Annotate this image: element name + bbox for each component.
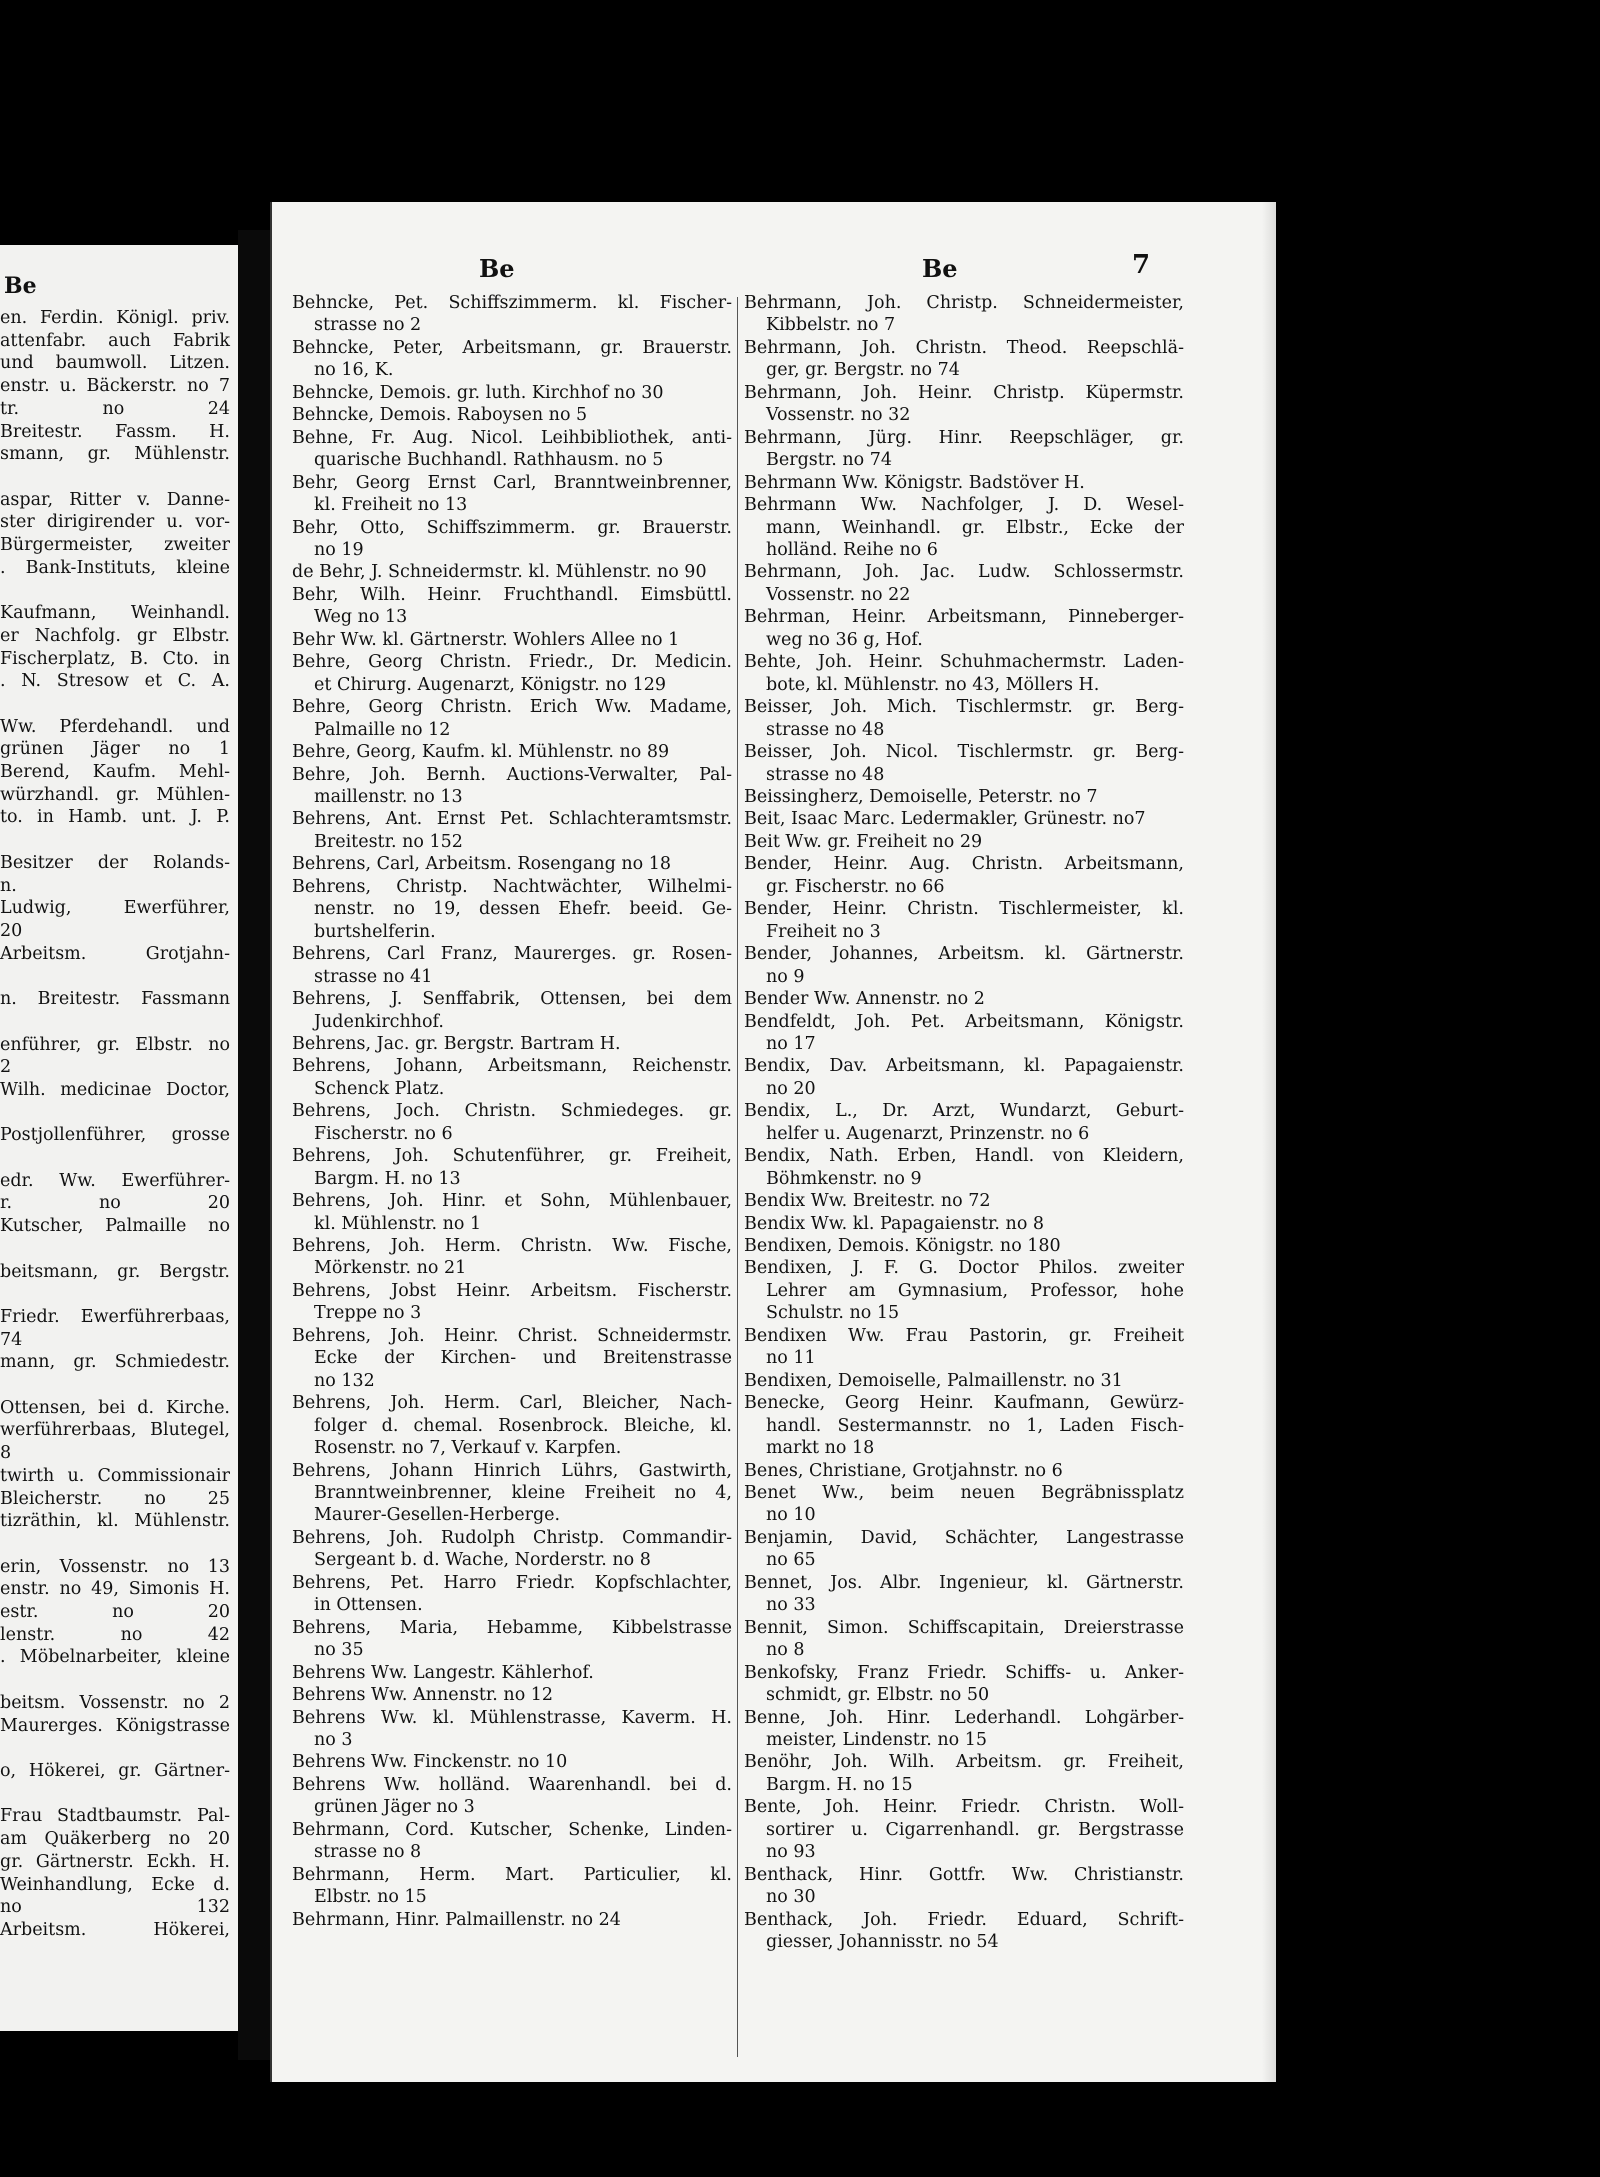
left-page-line: erin, Vossenstr. no 13	[0, 1556, 230, 1577]
entry-continuation-line: Bargm. H. no 13	[314, 1168, 461, 1189]
left-page-line	[0, 829, 241, 852]
entry-first-line: Bender, Heinr. Aug. Christn. Arbeitsmann,	[744, 854, 1184, 875]
entry-continuation-line: Ecke der Kirchen- und Breitenstrasse	[314, 1348, 732, 1369]
page-header	[272, 250, 1276, 284]
entry-continuation-line: no 16, K.	[314, 360, 394, 381]
left-page-line: twirth u. Commissionair	[0, 1465, 230, 1486]
entry-continuation-line: no 93	[766, 1842, 816, 1863]
left-page-line: . Möbelnarbeiter, kleine	[0, 1647, 230, 1668]
entry-continuation-line: Branntweinbrenner, kleine Freiheit no 4,	[314, 1483, 732, 1504]
directory-column-right	[744, 292, 1184, 1954]
left-page-line: Bleicherstr. no 25	[0, 1488, 230, 1509]
entry-first-line: Benkofsky, Franz Friedr. Schiffs- u. Anker-	[744, 1662, 1184, 1683]
left-page-line	[0, 1374, 241, 1397]
left-page-line: Frau Stadtbaumstr. Pal-	[0, 1806, 230, 1827]
left-page-line: no 132	[0, 1897, 230, 1918]
left-page-line: enstr. u. Bäckerstr. no 7	[0, 376, 230, 397]
entry-continuation-line: strasse no 48	[766, 719, 885, 740]
entry-continuation-line: Treppe no 3	[314, 1303, 422, 1324]
page-number: 7	[1132, 250, 1151, 280]
left-page-line	[0, 1737, 241, 1760]
entry-continuation-line: Maurer-Gesellen-Herberge.	[314, 1505, 561, 1526]
left-page-line: 20	[0, 920, 23, 941]
entry-continuation-line: Elbstr. no 15	[314, 1887, 427, 1908]
entry-first-line: Behrmann, Cord. Kutscher, Schenke, Linden-	[292, 1819, 732, 1840]
left-page-line: Besitzer der Rolands-	[0, 852, 230, 873]
entry-continuation-line: gr. Fischerstr. no 66	[766, 876, 945, 897]
left-page-line: ster dirigirender u. vor-	[0, 512, 230, 533]
entry-continuation-line: Lehrer am Gymnasium, Professor, hohe	[766, 1280, 1184, 1301]
left-page-line	[0, 466, 241, 489]
entry-continuation-line: Schenck Platz.	[314, 1078, 445, 1099]
entry-first-line: Behncke, Peter, Arbeitsmann, gr. Brauerstr.	[292, 337, 732, 358]
entry-continuation-line: no 10	[766, 1505, 816, 1526]
entry-continuation-line: strasse no 2	[314, 315, 422, 336]
entry-first-line: Behncke, Pet. Schiffszimmerm. kl. Fischer-	[292, 293, 732, 313]
entry-first-line: Behrens, Carl Franz, Maurerges. gr. Rosen-	[292, 944, 732, 965]
left-page-line: Fischerplatz, B. Cto. in	[0, 648, 230, 669]
entry-first-line: Behrens, Joh. Schutenführer, gr. Freiheit,	[292, 1146, 732, 1167]
left-page-line: smann, gr. Mühlenstr.	[0, 444, 230, 465]
entry-first-line: Bendix, Dav. Arbeitsmann, kl. Papagaienstr.	[744, 1056, 1184, 1077]
column-divider	[737, 297, 738, 2057]
left-page-line	[0, 1533, 241, 1556]
entry-continuation-line: strasse no 41	[314, 966, 433, 987]
entry-continuation-line: maillenstr. no 13	[314, 786, 463, 807]
entry-first-line: Beissingherz, Demoiselle, Peterstr. no 7	[744, 786, 1098, 807]
entry-continuation-line: mann, Weinhandl. gr. Elbstr., Ecke der	[766, 517, 1184, 538]
entry-continuation-line: giesser, Johannisstr. no 54	[766, 1932, 999, 1953]
entry-continuation-line: weg no 36 g, Hof.	[766, 629, 923, 650]
left-page-line	[0, 1011, 241, 1034]
entry-first-line: Beisser, Joh. Nicol. Tischlermstr. gr. Berg-	[744, 742, 1184, 763]
entry-first-line: Beit, Isaac Marc. Ledermakler, Grünestr. no7	[744, 809, 1146, 830]
entry-first-line: Behrens Ww. holländ. Waarenhandl. bei d.	[292, 1774, 732, 1795]
left-page-line: Kutscher, Palmaille no	[0, 1216, 230, 1237]
entry-first-line: Behrens, Johann Hinrich Lührs, Gastwirth,	[292, 1460, 732, 1481]
left-page-line: 74	[0, 1329, 23, 1350]
left-page-line: Wilh. medicinae Doctor,	[0, 1079, 230, 1100]
entry-first-line: Behrmann Ww. Nachfolger, J. D. Wesel-	[744, 495, 1184, 516]
entry-first-line: Behncke, Demois. Raboysen no 5	[292, 405, 588, 426]
entry-first-line: Behrens, Jobst Heinr. Arbeitsm. Fischerstr.	[292, 1280, 732, 1301]
entry-first-line: Behre, Georg, Kaufm. kl. Mühlenstr. no 89	[292, 742, 670, 763]
left-page-line: beitsmann, gr. Bergstr.	[0, 1261, 230, 1282]
left-page-line	[0, 1669, 241, 1692]
entry-continuation-line: Böhmkenstr. no 9	[766, 1168, 922, 1189]
left-page-line	[0, 965, 241, 988]
entry-first-line: Behr, Otto, Schiffszimmerm. gr. Brauerstr.	[292, 517, 732, 538]
left-page-line: Postjollenführer, grosse	[0, 1125, 230, 1146]
left-page-line: o, Hökerei, gr. Gärtner-	[0, 1761, 230, 1781]
entry-continuation-line: Mörkenstr. no 21	[314, 1258, 467, 1279]
left-page-line: Arbeitsm. Grotjahn-	[0, 943, 230, 964]
left-page-line: aspar, Ritter v. Danne-	[0, 489, 230, 510]
entry-continuation-line: bote, kl. Mühlenstr. no 43, Möllers H.	[766, 674, 1100, 695]
entry-first-line: Behrens, Ant. Ernst Pet. Schlachteramtsmstr.	[292, 809, 732, 830]
entry-continuation-line: Sergeant b. d. Wache, Norderstr. no 8	[314, 1550, 651, 1571]
entry-continuation-line: no 17	[766, 1033, 816, 1054]
entry-first-line: Benne, Joh. Hinr. Lederhandl. Lohgärber-	[744, 1707, 1184, 1728]
left-page-line: . N. Stresow et C. A.	[0, 671, 230, 692]
entry-continuation-line: no 3	[314, 1730, 353, 1750]
left-page-line: am Quäkerberg no 20	[0, 1829, 230, 1850]
entry-continuation-line: grünen Jäger no 3	[314, 1797, 475, 1818]
entry-first-line: Behne, Fr. Aug. Nicol. Leihbibliothek, anti-	[292, 427, 732, 448]
entry-first-line: Benthack, Joh. Friedr. Eduard, Schrift-	[744, 1909, 1184, 1930]
left-page-line: gr. Gärtnerstr. Eckh. H.	[0, 1851, 230, 1872]
entry-first-line: Bennit, Simon. Schiffscapitain, Dreierstrasse	[744, 1617, 1184, 1638]
left-page-line: Friedr. Ewerführerbaas,	[0, 1306, 230, 1327]
entry-first-line: Benet Ww., beim neuen Begräbnissplatz	[744, 1483, 1184, 1504]
entry-first-line: Bendix Ww. kl. Papagaienstr. no 8	[744, 1213, 1045, 1234]
left-page-line: attenfabr. auch Fabrik	[0, 330, 230, 351]
entry-first-line: Behrens, Joh. Heinr. Christ. Schneidermstr.	[292, 1325, 732, 1346]
entry-first-line: Behr Ww. kl. Gärtnerstr. Wohlers Allee no 1	[292, 629, 680, 650]
entry-continuation-line: strasse no 8	[314, 1842, 422, 1863]
entry-continuation-line: Rosenstr. no 7, Verkauf v. Karpfen.	[314, 1438, 622, 1459]
entry-first-line: Bendfeldt, Joh. Pet. Arbeitsmann, Königstr.	[744, 1011, 1184, 1032]
entry-first-line: Behre, Georg Christn. Erich Ww. Madame,	[292, 697, 732, 718]
entry-continuation-line: sortirer u. Cigarrenhandl. gr. Bergstrasse	[766, 1819, 1184, 1840]
entry-first-line: Behrens, Joh. Rudolph Christp. Commandir-	[292, 1527, 732, 1548]
entry-first-line: Benjamin, David, Schächter, Langestrasse	[744, 1527, 1184, 1548]
entry-first-line: Behrens Ww. Finckenstr. no 10	[292, 1752, 568, 1773]
entry-continuation-line: Breitestr. no 152	[314, 831, 463, 852]
left-page-line: r. no 20	[0, 1193, 230, 1214]
entry-first-line: Behrens, Joh. Herm. Carl, Bleicher, Nach-	[292, 1393, 732, 1414]
entry-continuation-line: kl. Freiheit no 13	[314, 495, 468, 516]
left-page-line: n. Breitestr. Fassmann	[0, 989, 230, 1010]
entry-first-line: Behrmann, Herm. Mart. Particulier, kl.	[292, 1864, 732, 1885]
entry-continuation-line: no 35	[314, 1640, 364, 1661]
left-page-line: enstr. no 49, Simonis H.	[0, 1579, 230, 1600]
left-page-line: Bürgermeister, zweiter	[0, 535, 230, 556]
entry-first-line: Behrens, Jac. gr. Bergstr. Bartram H.	[292, 1033, 621, 1054]
entry-continuation-line: no 8	[766, 1640, 805, 1661]
entry-first-line: Behrmann, Joh. Heinr. Christp. Küpermstr.	[744, 382, 1184, 403]
left-page-line: n.	[0, 875, 17, 896]
entry-continuation-line: no 132	[314, 1370, 375, 1391]
left-page-line: beitsm. Vossenstr. no 2	[0, 1692, 230, 1713]
left-page-line: . Bank-Instituts, kleine	[0, 557, 230, 578]
entry-continuation-line: Weg no 13	[314, 607, 408, 628]
entry-first-line: Bender, Johannes, Arbeitsm. kl. Gärtnerstr.	[744, 944, 1184, 965]
left-page-line: werführerbaas, Blutegel,	[0, 1420, 230, 1441]
entry-continuation-line: folger d. chemal. Rosenbrock. Bleiche, kl.	[314, 1415, 732, 1436]
left-page	[0, 245, 241, 2031]
entry-first-line: Bender Ww. Annenstr. no 2	[744, 989, 985, 1010]
entry-first-line: Behre, Georg Christn. Friedr., Dr. Medicin.	[292, 652, 732, 673]
entry-continuation-line: no 33	[766, 1595, 816, 1616]
entry-continuation-line: no 65	[766, 1550, 816, 1571]
entry-first-line: Bente, Joh. Heinr. Friedr. Christn. Woll-	[744, 1797, 1184, 1818]
entry-first-line: Behrmann, Hinr. Palmaillenstr. no 24	[292, 1909, 621, 1930]
entry-continuation-line: nenstr. no 19, dessen Ehefr. beeid. Ge-	[314, 899, 732, 920]
entry-first-line: Behrmann, Joh. Christn. Theod. Reepschlä-	[744, 337, 1184, 358]
entry-first-line: Behrens, Joh. Herm. Christn. Ww. Fische,	[292, 1236, 732, 1257]
header-right: Be	[922, 254, 958, 283]
entry-continuation-line: strasse no 48	[766, 764, 885, 785]
entry-continuation-line: no 19	[314, 539, 364, 560]
left-page-line: Weinhandlung, Ecke d.	[0, 1874, 230, 1895]
entry-continuation-line: helfer u. Augenarzt, Prinzenstr. no 6	[766, 1123, 1090, 1144]
entry-first-line: Bennet, Jos. Albr. Ingenieur, kl. Gärtnerstr.	[744, 1572, 1184, 1593]
left-page-line: Breitestr. Fassm. H.	[0, 421, 230, 442]
entry-first-line: Bendixen Ww. Frau Pastorin, gr. Freiheit	[744, 1325, 1184, 1346]
left-page-line: en. Ferdin. Königl. priv.	[0, 308, 230, 328]
left-page-line: 8	[0, 1443, 12, 1464]
entry-first-line: Behrmann, Joh. Christp. Schneidermeister,	[744, 293, 1184, 313]
entry-first-line: Beisser, Joh. Mich. Tischlermstr. gr. Berg-	[744, 697, 1184, 718]
left-page-line	[0, 1102, 241, 1125]
entry-first-line: Behrens, Joch. Christn. Schmiedeges. gr.	[292, 1101, 732, 1122]
right-page	[270, 202, 1276, 2082]
left-page-line: tizräthin, kl. Mühlenstr.	[0, 1511, 230, 1532]
entry-first-line: Bendix, L., Dr. Arzt, Wundarzt, Geburt-	[744, 1101, 1184, 1122]
entry-first-line: Behrens, Pet. Harro Friedr. Kopfschlachter,	[292, 1572, 732, 1593]
directory-column-left	[292, 292, 732, 1931]
entry-first-line: Benecke, Georg Heinr. Kaufmann, Gewürz-	[744, 1393, 1184, 1414]
entry-first-line: Bendixen, J. F. G. Doctor Philos. zweiter	[744, 1258, 1184, 1279]
entry-continuation-line: Freiheit no 3	[766, 921, 881, 942]
entry-first-line: Beit Ww. gr. Freiheit no 29	[744, 831, 983, 852]
entry-continuation-line: no 11	[766, 1348, 816, 1369]
left-page-line: Maurerges. Königstrasse	[0, 1715, 230, 1736]
book-gutter	[238, 230, 270, 2060]
left-page-line: tr. no 24	[0, 398, 230, 419]
left-page-line: 2	[0, 1057, 12, 1078]
entry-continuation-line: in Ottensen.	[314, 1595, 423, 1616]
entry-continuation-line: Palmaille no 12	[314, 719, 451, 740]
entry-first-line: Behncke, Demois. gr. luth. Kirchhof no 30	[292, 382, 664, 403]
entry-first-line: Bendixen, Demoiselle, Palmaillenstr. no 31	[744, 1370, 1123, 1391]
left-page-header: Be	[4, 273, 37, 299]
entry-continuation-line: Vossenstr. no 32	[766, 405, 911, 426]
entry-continuation-line: Vossenstr. no 22	[766, 584, 911, 605]
entry-first-line: Behrens, J. Senffabrik, Ottensen, bei dem	[292, 989, 732, 1010]
left-page-line: Ludwig, Ewerführer,	[0, 898, 230, 919]
entry-first-line: Benthack, Hinr. Gottfr. Ww. Christianstr.	[744, 1864, 1184, 1885]
entry-first-line: Bendix, Nath. Erben, Handl. von Kleidern,	[744, 1146, 1184, 1167]
entry-continuation-line: Judenkirchhof.	[314, 1011, 444, 1032]
entry-first-line: Behr, Georg Ernst Carl, Branntweinbrenner,	[292, 472, 732, 493]
left-page-lines	[0, 307, 241, 1942]
entry-continuation-line: schmidt, gr. Elbstr. no 50	[766, 1685, 990, 1706]
left-page-line: er Nachfolg. gr Elbstr.	[0, 625, 230, 646]
left-page-line: grünen Jäger no 1	[0, 739, 230, 760]
entry-continuation-line: Bergstr. no 74	[766, 450, 893, 471]
left-page-line: lenstr. no 42	[0, 1624, 230, 1645]
left-page-line	[0, 1783, 241, 1806]
entry-first-line: Behrens, Maria, Hebamme, Kibbelstrasse	[292, 1617, 732, 1638]
entry-continuation-line: meister, Lindenstr. no 15	[766, 1730, 988, 1750]
entry-first-line: Behrmann, Joh. Jac. Ludw. Schlossermstr.	[744, 562, 1184, 583]
entry-first-line: Behrens, Johann, Arbeitsmann, Reichenstr.	[292, 1056, 732, 1077]
entry-first-line: Behr, Wilh. Heinr. Fruchthandl. Eimsbüttl.	[292, 584, 732, 605]
left-page-line: Arbeitsm. Hökerei,	[0, 1919, 230, 1940]
entry-first-line: Behrens Ww. Annenstr. no 12	[292, 1685, 554, 1706]
entry-first-line: Behrmann, Jürg. Hinr. Reepschläger, gr.	[744, 427, 1184, 448]
entry-continuation-line: Kibbelstr. no 7	[766, 315, 896, 336]
left-page-line: estr. no 20	[0, 1602, 230, 1623]
left-page-line: und baumwoll. Litzen.	[0, 353, 230, 374]
left-page-line	[0, 693, 241, 716]
entry-continuation-line: Fischerstr. no 6	[314, 1123, 453, 1144]
entry-continuation-line: no 9	[766, 966, 805, 987]
entry-continuation-line: Schulstr. no 15	[766, 1303, 900, 1324]
left-page-line: Kaufmann, Weinhandl.	[0, 603, 230, 624]
entry-continuation-line: et Chirurg. Augenarzt, Königstr. no 129	[314, 674, 667, 695]
entry-first-line: Benes, Christiane, Grotjahnstr. no 6	[744, 1460, 1063, 1481]
entry-first-line: Bender, Heinr. Christn. Tischlermeister, kl.	[744, 899, 1184, 920]
left-page-line: mann, gr. Schmiedestr.	[0, 1352, 230, 1373]
entry-first-line: Behrens Ww. Langestr. Kählerhof.	[292, 1662, 594, 1683]
left-page-line	[0, 1283, 241, 1306]
left-page-line	[0, 579, 241, 602]
left-page-line: enführer, gr. Elbstr. no	[0, 1034, 230, 1055]
entry-first-line: Behre, Joh. Bernh. Auctions-Verwalter, Pal-	[292, 764, 732, 785]
left-page-line: Ottensen, bei d. Kirche.	[0, 1397, 230, 1418]
entry-continuation-line: markt no 18	[766, 1438, 875, 1459]
entry-first-line: de Behr, J. Schneidermstr. kl. Mühlenstr. no 90	[292, 562, 707, 583]
left-page-line: Ww. Pferdehandl. und	[0, 716, 230, 737]
entry-first-line: Behrens, Christp. Nachtwächter, Wilhelmi-	[292, 876, 732, 897]
entry-first-line: Behte, Joh. Heinr. Schuhmachermstr. Laden-	[744, 652, 1184, 673]
entry-continuation-line: handl. Sestermannstr. no 1, Laden Fisch-	[766, 1415, 1184, 1436]
entry-first-line: Behrmann Ww. Königstr. Badstöver H.	[744, 472, 1085, 493]
left-page-line: Berend, Kaufm. Mehl-	[0, 762, 230, 783]
left-page-line	[0, 1238, 241, 1261]
header-left: Be	[479, 254, 515, 283]
left-page-line: würzhandl. gr. Mühlen-	[0, 784, 230, 805]
entry-first-line: Behrens, Carl, Arbeitsm. Rosengang no 18	[292, 854, 672, 875]
entry-continuation-line: kl. Mühlenstr. no 1	[314, 1213, 482, 1234]
entry-continuation-line: burtshelferin.	[314, 921, 436, 942]
entry-continuation-line: Bargm. H. no 15	[766, 1774, 913, 1795]
left-page-line: edr. Ww. Ewerführer-	[0, 1170, 230, 1191]
entry-continuation-line: quarische Buchhandl. Rathhausm. no 5	[314, 450, 664, 471]
entry-first-line: Behrens Ww. kl. Mühlenstrasse, Kaverm. H.	[292, 1707, 732, 1728]
entry-first-line: Behrens, Joh. Hinr. et Sohn, Mühlenbauer,	[292, 1191, 732, 1212]
entry-first-line: Bendix Ww. Breitestr. no 72	[744, 1191, 991, 1212]
entry-first-line: Behrman, Heinr. Arbeitsmann, Pinneberger-	[744, 607, 1184, 628]
left-page-line: to. in Hamb. unt. J. P.	[0, 807, 230, 828]
entry-first-line: Bendixen, Demois. Königstr. no 180	[744, 1236, 1061, 1257]
entry-continuation-line: ger, gr. Bergstr. no 74	[766, 360, 960, 381]
entry-continuation-line: holländ. Reihe no 6	[766, 539, 938, 560]
entry-continuation-line: no 30	[766, 1887, 816, 1908]
entry-continuation-line: no 20	[766, 1078, 816, 1099]
entry-first-line: Benöhr, Joh. Wilh. Arbeitsm. gr. Freiheit,	[744, 1752, 1184, 1773]
left-page-line	[0, 1147, 241, 1170]
